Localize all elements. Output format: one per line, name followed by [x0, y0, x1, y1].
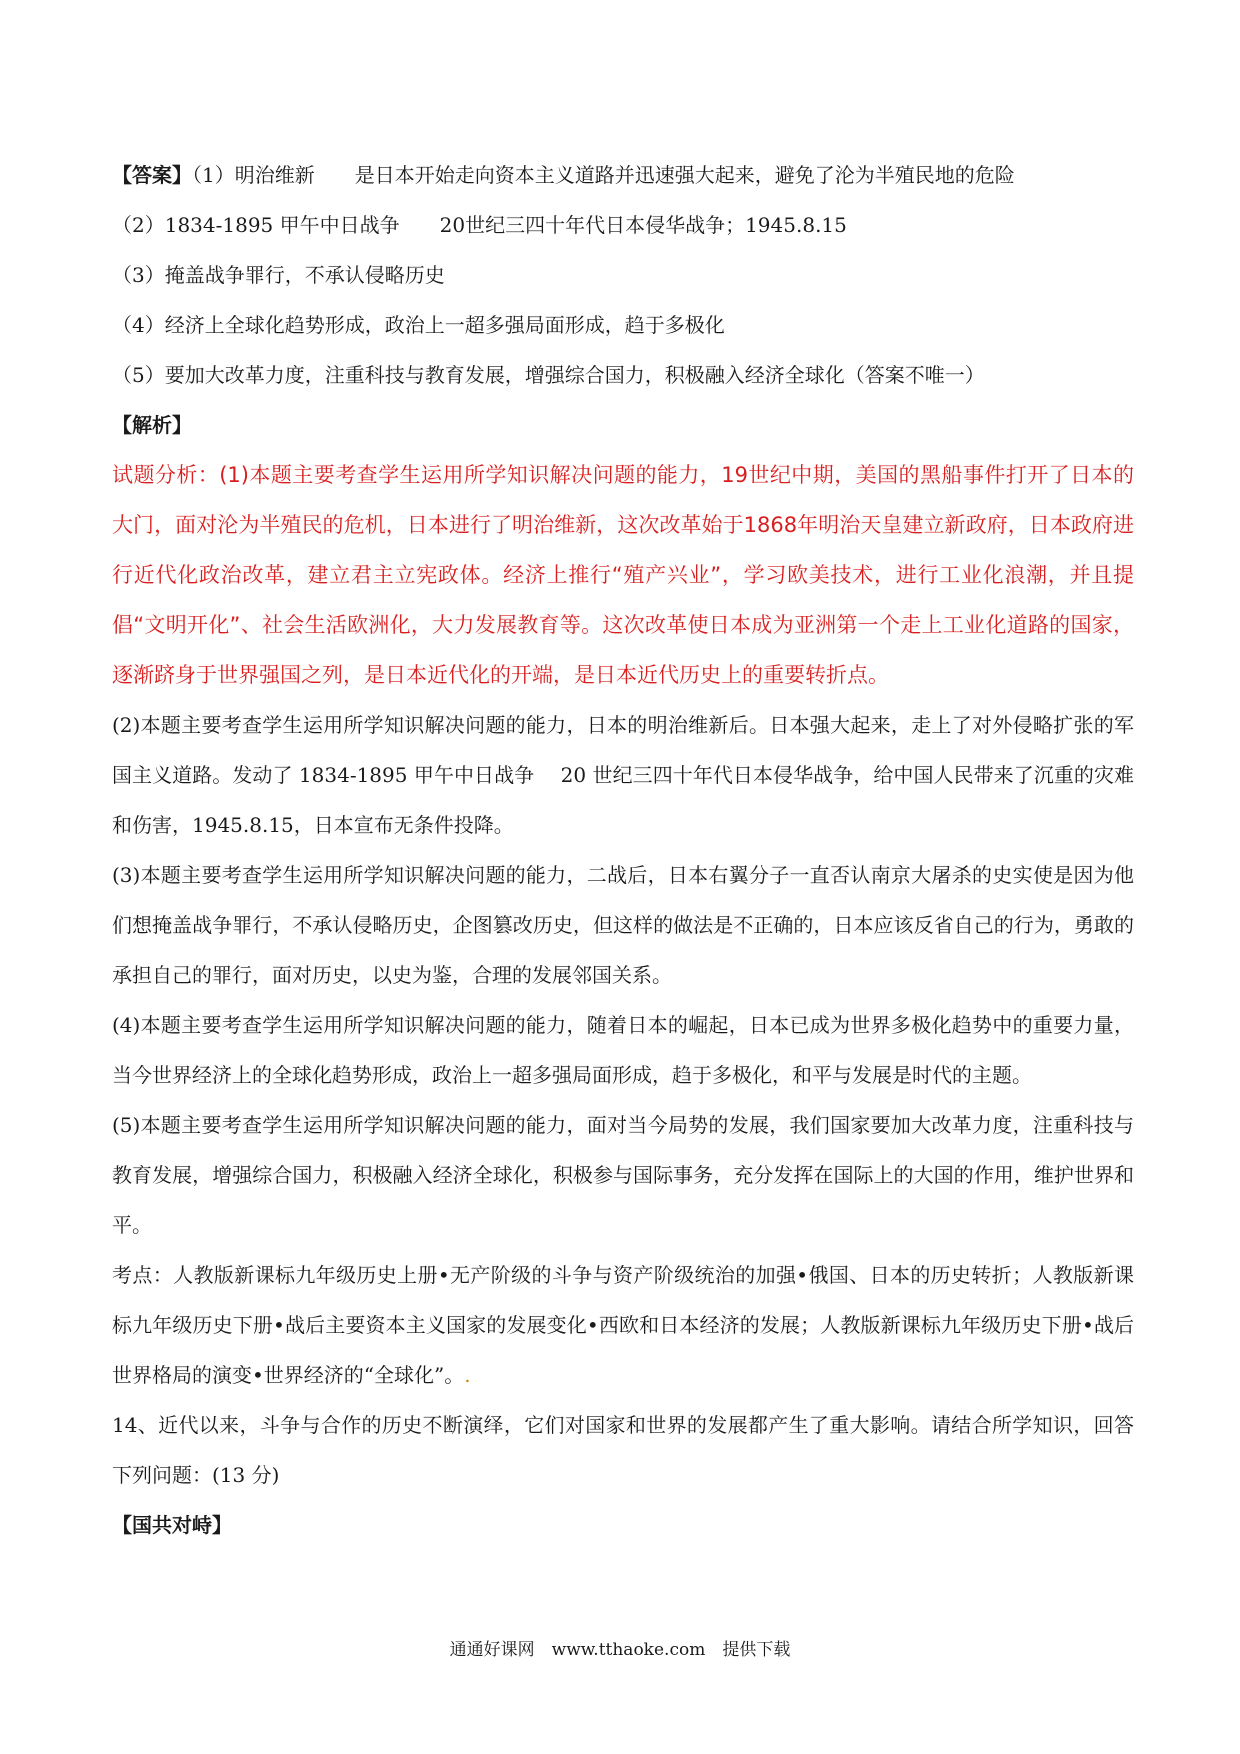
- analysis-part-1: 试题分析：(1)本题主要考查学生运用所学知识解决问题的能力，19世纪中期，美国的黑船事件打开了日本的大门，面对沦为半殖民的危机，日本进行了明治维新，这次改革始于1868年明治天皇建立新政府，日本政府进行近代化政治改革，建立君主立宪政体。经济上推行“殖产兴业”，学习欧美技术，进行工业化浪潮，并且提倡“文明开化”、社会生活欧洲化，大力发展教育等。这次改革使日本成为亚洲第一个走上工业化道路的国家，逐渐跻身于世界强国之列，是日本近代化的开端，是日本近代历史上的重要转折点。: [112, 463, 1134, 687]
- kaodian: [112, 1250, 1134, 1400]
- section-label-guogong: 【国共对峙】: [112, 1513, 232, 1537]
- answer-item-1: （1）明治维新 是日本开始走向资本主义道路并迅速强大起来，避免了沦为半殖民地的危险: [192, 163, 1015, 187]
- answer-label: 【答案】: [112, 163, 192, 187]
- analysis-part-5: (5)本题主要考查学生运用所学知识解决问题的能力，面对当今局势的发展，我们国家要加大改革力度，注重科技与教育发展，增强综合国力，积极融入经济全球化，积极参与国际事务，充分发挥在国际上的大国的作用，维护世界和平。: [112, 1113, 1134, 1237]
- answer-item-5: （5）要加大改革力度，注重科技与教育发展，增强综合国力，积极融入经济全球化（答案不唯一）: [112, 363, 985, 387]
- analysis-label: 【解析】: [112, 413, 192, 437]
- analysis-part-2: (2)本题主要考查学生运用所学知识解决问题的能力，日本的明治维新后。日本强大起来，走上了对外侵略扩张的军国主义道路。发动了 1834-1895 甲午中日战争 20 世纪三四十年代日本侵华战争，给中国人民带来了沉重的灾难和伤害，1945.8.15，日本宣布无条件投降。: [112, 713, 1134, 837]
- answer-item-4: （4）经济上全球化趋势形成，政治上一超多强局面形成，趋于多极化: [112, 313, 725, 337]
- analysis-part-3: (3)本题主要考查学生运用所学知识解决问题的能力，二战后，日本右翼分子一直否认南京大屠杀的史实使是因为他们想掩盖战争罪行，不承认侵略历史，企图篡改历史，但这样的做法是不正确的，日本应该反省自己的行为，勇敢的承担自己的罪行，面对历史，以史为鉴，合理的发展邻国关系。: [112, 863, 1134, 987]
- question-14: 14、近代以来，斗争与合作的历史不断演绎，它们对国家和世界的发展都产生了重大影响。请结合所学知识，回答下列问题：(13 分): [112, 1413, 1134, 1487]
- kaodian-tail: .: [464, 1363, 471, 1387]
- analysis-part-4: (4)本题主要考查学生运用所学知识解决问题的能力，随着日本的崛起，日本已成为世界多极化趋势中的重要力量，当今世界经济上的全球化趋势形成，政治上一超多强局面形成，趋于多极化，和平与发展是时代的主题。: [112, 1013, 1134, 1087]
- answer-item-2: （2）1834-1895 甲午中日战争 20世纪三四十年代日本侵华战争；1945.8.15: [112, 213, 847, 237]
- kaodian-text: 考点：人教版新课标九年级历史上册•无产阶级的斗争与资产阶级统治的加强•俄国、日本的历史转折；人教版新课标九年级历史下册•战后主要资本主义国家的发展变化•西欧和日本经济的发展；人教版新课标九年级历史下册•战后世界格局的演变•世界经济的“全球化”。: [112, 1263, 1134, 1387]
- document-body: [112, 150, 1134, 1550]
- answer-item-3: （3）掩盖战争罪行，不承认侵略历史: [112, 263, 445, 287]
- page-footer: 通通好课网 www.tthaoke.com 提供下载: [449, 1640, 791, 1660]
- answer-line-1: [112, 150, 1134, 200]
